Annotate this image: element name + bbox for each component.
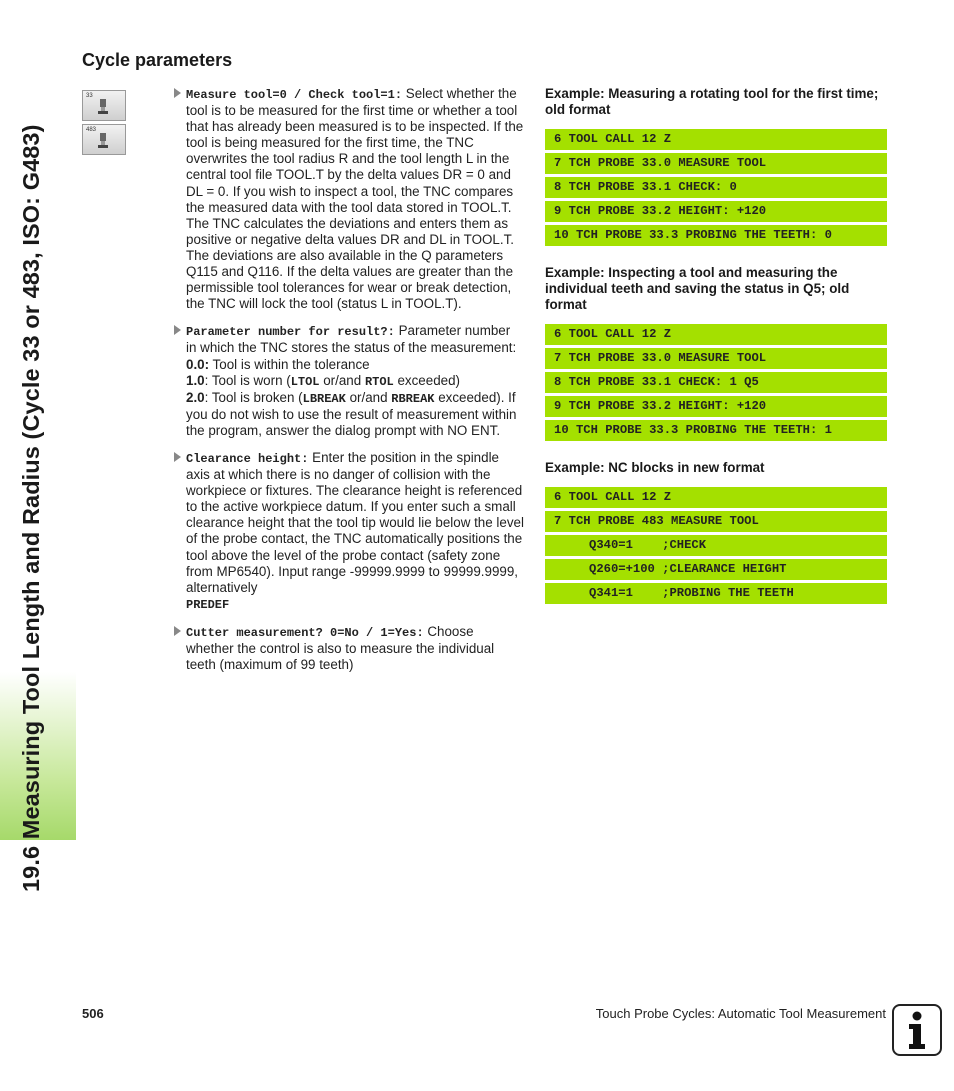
example-block (545, 265, 887, 441)
softkey-label: 33 (86, 93, 93, 99)
param-description: Enter the position in the spindle axis at which there is no danger of collision with the workpiece or fixtures. The clearance height is referenced to the active workpiece datum. If you enter such a small clearance height that the tool tip would lie below the level of the probe contact, the TNC automatically positions the tool above the level of the probe contact (safety zone from MP6540). Input range -99999.9999 to 99999.9999, alternatively (186, 449, 524, 595)
bullet-arrow-icon (174, 452, 181, 462)
param-label: Cutter measurement? 0=No / 1=Yes: (186, 625, 424, 640)
nc-block: 8 TCH PROBE 33.1 CHECK: 0 (545, 177, 887, 198)
nc-block: Q340=1 ;CHECK (545, 535, 887, 556)
param-clearance-height (172, 450, 524, 613)
param-description: Choose whether the control is also to measure the individual teeth (maximum of 99 teeth) (186, 623, 495, 673)
probe-tool-icon (97, 133, 111, 149)
nc-block: Q260=+100 ;CLEARANCE HEIGHT (545, 559, 887, 580)
section-heading: Cycle parameters (82, 50, 233, 70)
nc-block: 10 TCH PROBE 33.3 PROBING THE TEETH: 0 (545, 225, 887, 246)
param-code: PREDEF (186, 597, 230, 612)
param-result-number (172, 323, 524, 439)
nc-block: 6 TOOL CALL 12 Z (545, 129, 887, 150)
info-glyph-icon (894, 1006, 940, 1054)
param-description: Select whether the tool is to be measured for the first time or whether a tool that has already been measured is to be inspected. If the tool is being measured for the first time, the TNC overwrites the tool radius R and the tool length L in the central tool file TOOL.T by the delta values DR = 0 and DL = 0. If you wish to inspect a tool, the TNC compares the measured data with the tool data stored in TOOL.T. The TNC calculates the deviations and enters them as positive or negative delta values DR and DL in TOOL.T. The deviations are also available in the Q parameters Q115 and Q116. If the delta values are greater than the permissible tool tolerances for wear or break detection, the TNC will lock the tool (status L in TOOL.T). (186, 86, 524, 312)
parameter-list (172, 86, 524, 684)
status-code: RBREAK (391, 391, 435, 406)
param-measure-check (172, 86, 524, 312)
param-label: Clearance height: (186, 451, 309, 466)
status-code: LBREAK (302, 391, 346, 406)
footer-title: Touch Probe Cycles: Automatic Tool Measurement (595, 1006, 886, 1021)
example-title: Example: Inspecting a tool and measuring the individual teeth and saving the status in Q5; old format (545, 265, 850, 312)
softkey-cycle-483 (82, 124, 126, 155)
nc-block: 10 TCH PROBE 33.3 PROBING THE TEETH: 1 (545, 420, 887, 441)
status-text: : Tool is broken ( (204, 389, 303, 405)
nc-block: 9 TCH PROBE 33.2 HEIGHT: +120 (545, 201, 887, 222)
probe-tool-icon (97, 99, 111, 115)
status-text: Tool is within the tolerance (209, 356, 370, 372)
status-key: 0.0: (186, 356, 210, 372)
param-description: Parameter number in which the TNC stores the status of the measurement: (186, 323, 517, 356)
nc-block: 6 TOOL CALL 12 Z (545, 324, 887, 345)
status-key: 1.0 (186, 372, 205, 388)
status-code: LTOL (290, 374, 320, 389)
chapter-title: 19.6 Measuring Tool Length and Radius (Cycle 33 or 483, ISO: G483) (18, 124, 44, 892)
page-number: 506 (82, 1006, 104, 1021)
nc-block: 7 TCH PROBE 483 MEASURE TOOL (545, 511, 887, 532)
status-key: 2.0 (186, 389, 205, 405)
status-code: RTOL (364, 374, 394, 389)
nc-block: 8 TCH PROBE 33.1 CHECK: 1 Q5 (545, 372, 887, 393)
param-label: Measure tool=0 / Check tool=1: (186, 88, 403, 102)
nc-block: 6 TOOL CALL 12 Z (545, 487, 887, 508)
status-text: or/and (319, 372, 365, 388)
param-label: Parameter number for result?: (186, 325, 395, 340)
status-text: exceeded). If you do not wish to use the result of measurement within the program, answer the dialog prompt with NO ENT. (186, 389, 517, 438)
softkey-label: 483 (86, 127, 97, 133)
bullet-arrow-icon (174, 626, 181, 636)
example-title: Example: NC blocks in new format (545, 460, 765, 475)
examples-column (545, 86, 887, 604)
example-title: Example: Measuring a rotating tool for the first time; old format (545, 86, 879, 117)
status-text: : Tool is worn ( (204, 372, 291, 388)
example-block (545, 460, 887, 604)
nc-block: Q341=1 ;PROBING THE TEETH (545, 583, 887, 604)
info-icon (892, 1004, 942, 1056)
bullet-arrow-icon (174, 325, 181, 335)
param-cutter-measurement (172, 624, 524, 673)
nc-block: 9 TCH PROBE 33.2 HEIGHT: +120 (545, 396, 887, 417)
example-block (545, 86, 887, 246)
nc-block: 7 TCH PROBE 33.0 MEASURE TOOL (545, 153, 887, 174)
status-text: exceeded) (393, 372, 461, 388)
status-text: or/and (345, 389, 392, 405)
nc-block: 7 TCH PROBE 33.0 MEASURE TOOL (545, 348, 887, 369)
bullet-arrow-icon (174, 88, 181, 98)
softkey-cycle-33 (82, 90, 126, 121)
